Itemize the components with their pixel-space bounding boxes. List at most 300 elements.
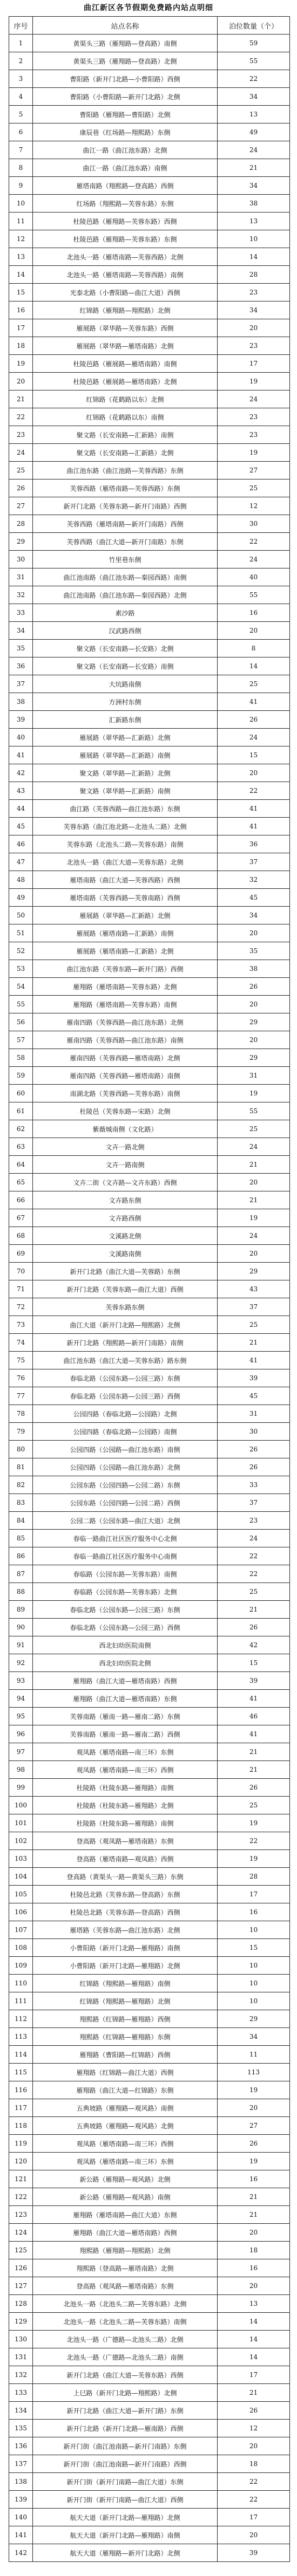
table-row [9, 746, 290, 764]
table-row [9, 996, 290, 1013]
row-index: 60 [9, 1085, 33, 1102]
row-space-count: 19 [218, 1814, 290, 1832]
row-index: 74 [9, 1334, 33, 1352]
table-row [9, 675, 290, 693]
row-index: 39 [9, 711, 33, 729]
row-space-count: 20 [218, 1174, 290, 1191]
row-index: 35 [9, 640, 33, 657]
table-row [9, 568, 290, 586]
row-site-name: 聚文路（长安南路—汇新路）北侧 [33, 444, 218, 462]
row-space-count: 17 [218, 2366, 290, 2384]
table-row [9, 782, 290, 800]
row-site-name: 杜陵邑路（雁展路—雁塔南路）南侧 [33, 355, 218, 373]
row-index: 27 [9, 497, 33, 515]
row-space-count: 19 [218, 2081, 290, 2099]
row-index: 14 [9, 266, 33, 284]
table-row [9, 1209, 290, 1227]
row-site-name: 雁翔路（曲江大道—红锦路）东侧 [33, 2081, 218, 2099]
row-site-name: 文卉路西侧 [33, 1209, 218, 1227]
row-index: 105 [9, 1886, 33, 1903]
row-site-name: 上巳路（新开门北路—翔熙路）北侧 [33, 2384, 218, 2402]
table-row [9, 1814, 290, 1832]
row-space-count: 46 [218, 1708, 290, 1725]
table-row [9, 1120, 290, 1138]
table-row [9, 1761, 290, 1779]
header-site-name: 站点名称 [33, 17, 218, 35]
row-site-name: 曹阳路（雁翔路—曹阳路）北侧 [33, 106, 218, 124]
row-space-count: 25 [218, 1797, 290, 1814]
row-site-name: 翔熙路（雁翔路—翔熙路）北侧 [33, 2242, 218, 2259]
row-space-count: 26 [218, 2402, 290, 2420]
row-space-count: 55 [218, 586, 290, 604]
table-row [9, 1441, 290, 1458]
row-space-count: 10 [218, 1975, 290, 1992]
row-site-name: 芙蓉南路（雁南一路—雁南二路）东侧 [33, 1708, 218, 1725]
row-index: 59 [9, 1067, 33, 1085]
row-site-name: 五典坡路（雁翔路—观风路）南侧 [33, 2099, 218, 2117]
row-site-name: 雁塔南路（曲江大道—芙蓉西路）西侧 [33, 871, 218, 889]
table-row [9, 1227, 290, 1245]
row-index: 75 [9, 1352, 33, 1369]
row-site-name: 新开门北路（芙蓉东路—新开门南路）西侧 [33, 497, 218, 515]
row-site-name: 登高路（观凤路—雁塔南路）东侧 [33, 1832, 218, 1850]
row-index: 51 [9, 924, 33, 942]
row-space-count: 33 [218, 1476, 290, 1494]
table-row [9, 1245, 290, 1263]
row-space-count: 22 [218, 782, 290, 800]
row-site-name: 公园四路（春临北路—公园路）南侧 [33, 1423, 218, 1441]
table-row [9, 2188, 290, 2206]
row-site-name: 新开门北路（芙蓉东路—曲江大道）西侧 [33, 1280, 218, 1298]
row-index: 96 [9, 1725, 33, 1743]
row-space-count: 55 [218, 52, 290, 70]
row-space-count: 16 [218, 604, 290, 622]
row-space-count: 23 [218, 337, 290, 355]
row-index: 1 [9, 35, 33, 52]
row-site-name: 雁展路（翠华路—汇新路）南侧 [33, 746, 218, 764]
table-row [9, 124, 290, 141]
row-site-name: 新开门北路（曲江大道—芙蓉东路）西侧 [33, 2366, 218, 2384]
row-site-name: 雁翔路（雁塔南路—芙蓉东路）北侧 [33, 978, 218, 996]
row-index: 61 [9, 1102, 33, 1120]
row-space-count: 20 [218, 319, 290, 337]
table-row [9, 373, 290, 390]
row-space-count: 21 [218, 159, 290, 177]
row-space-count: 26 [218, 1458, 290, 1476]
table-row [9, 2384, 290, 2402]
row-site-name: 曲江一路（曲江池东路）南侧 [33, 159, 218, 177]
row-site-name: 西北妇幼医院南侧 [33, 1636, 218, 1654]
row-site-name: 雁展路（翠华路—雁塔南路）北侧 [33, 337, 218, 355]
table-row [9, 1547, 290, 1565]
row-index: 31 [9, 568, 33, 586]
row-site-name: 新开门北路（曲江大道—新开门路）东侧 [33, 2402, 218, 2420]
row-space-count: 29 [218, 1013, 290, 1031]
table-row [9, 1067, 290, 1085]
table-row [9, 2437, 290, 2455]
row-site-name: 雁展路（雁塔南路—汇新路）北侧 [33, 942, 218, 960]
row-site-name: 雁翔路（红锦路—曲江大道）西侧 [33, 2064, 218, 2081]
row-index: 46 [9, 835, 33, 853]
row-index: 114 [9, 2046, 33, 2064]
row-space-count: 26 [218, 1441, 290, 1458]
table-row [9, 2473, 290, 2491]
row-space-count: 20 [218, 996, 290, 1013]
row-site-name: 南湖北路（芙蓉西路—芙蓉东路）南侧 [33, 1085, 218, 1102]
row-site-name: 春临北路（公园东路—公园三路）西侧 [33, 1619, 218, 1636]
row-site-name: 雁塔南路（芙蓉西路—芙蓉南路）西侧 [33, 889, 218, 907]
table-row [9, 960, 290, 978]
table-row [9, 408, 290, 426]
row-space-count: 21 [218, 2384, 290, 2402]
row-space-count: 37 [218, 853, 290, 871]
row-site-name: 观凤路（雁塔南路—南三环）东侧 [33, 2153, 218, 2170]
table-row [9, 2010, 290, 2028]
row-space-count: 15 [218, 1939, 290, 1957]
row-space-count: 10 [218, 1992, 290, 2010]
table-row [9, 835, 290, 853]
row-index: 137 [9, 2455, 33, 2473]
row-site-name: 杜陵路（杜陵东路—雁翔路）北侧 [33, 1797, 218, 1814]
row-space-count: 28 [218, 266, 290, 284]
row-space-count: 20 [218, 2437, 290, 2455]
row-index: 92 [9, 1654, 33, 1672]
table-row [9, 2064, 290, 2081]
row-space-count: 39 [218, 1369, 290, 1387]
table-row [9, 1476, 290, 1494]
table-row [9, 1530, 290, 1547]
row-space-count: 22 [218, 533, 290, 551]
row-space-count: 34 [218, 2028, 290, 2046]
row-space-count: 26 [218, 1619, 290, 1636]
table-row [9, 2348, 290, 2366]
row-site-name: 杜陵路（杜陵东路—雁翔路）南侧 [33, 1814, 218, 1832]
row-index: 104 [9, 1868, 33, 1886]
row-index: 43 [9, 782, 33, 800]
row-space-count: 24 [218, 1227, 290, 1245]
table-row [9, 302, 290, 319]
row-site-name: 航天大道（新开门北路—雁翔路）北侧 [33, 2509, 218, 2526]
row-site-name: 红锦路（花鹤路以东）南侧 [33, 408, 218, 426]
row-space-count: 42 [218, 1636, 290, 1654]
row-space-count: 29 [218, 1263, 290, 1280]
header-index: 序号 [9, 17, 33, 35]
row-index: 54 [9, 978, 33, 996]
row-site-name: 曹阳路（小曹阳路—新开门北路）北侧 [33, 88, 218, 106]
table-row [9, 1156, 290, 1174]
table-row [9, 1049, 290, 1067]
row-index: 79 [9, 1423, 33, 1441]
row-index: 50 [9, 907, 33, 924]
row-index: 64 [9, 1156, 33, 1174]
table-row [9, 2206, 290, 2224]
row-site-name: 雁翔路（曲江大道—雁塔南路）东侧 [33, 1690, 218, 1708]
table-row [9, 2402, 290, 2420]
row-index: 108 [9, 1939, 33, 1957]
row-index: 18 [9, 337, 33, 355]
table-row [9, 106, 290, 124]
row-space-count: 24 [218, 141, 290, 159]
row-index: 8 [9, 159, 33, 177]
row-site-name: 春临北路（公园东路—公园三路）西侧 [33, 1387, 218, 1405]
row-site-name: 公园东路（公园四路—公园二路）东侧 [33, 1476, 218, 1494]
table-row [9, 1636, 290, 1654]
table-row [9, 1458, 290, 1476]
row-space-count: 34 [218, 302, 290, 319]
row-index: 63 [9, 1138, 33, 1156]
row-space-count: 19 [218, 444, 290, 462]
row-site-name: 北池头一路（雁塔南路—芙蓉西路）北侧 [33, 248, 218, 266]
row-site-name: 新开门北路（新开门北路—雁南路）西侧 [33, 2420, 218, 2437]
row-index: 32 [9, 586, 33, 604]
row-site-name: 五典坡路（雁翔路—观风路）北侧 [33, 2117, 218, 2135]
row-space-count: 113 [218, 2064, 290, 2081]
row-space-count: 27 [218, 462, 290, 479]
row-site-name: 航天大道（雁翔路—新开门北路）北侧 [33, 2544, 218, 2562]
row-index: 4 [9, 88, 33, 106]
row-space-count: 20 [218, 2224, 290, 2242]
row-space-count: 26 [218, 978, 290, 996]
row-index: 5 [9, 106, 33, 124]
row-space-count: 16 [218, 2170, 290, 2188]
row-space-count: 20 [218, 2099, 290, 2117]
row-space-count: 55 [218, 1102, 290, 1120]
table-row [9, 1957, 290, 1975]
table-row [9, 2455, 290, 2473]
row-index: 85 [9, 1530, 33, 1547]
row-index: 100 [9, 1797, 33, 1814]
header-row [9, 17, 290, 35]
row-space-count: 37 [218, 1494, 290, 1512]
row-index: 128 [9, 2295, 33, 2313]
row-site-name: 芙蓉西路（曲江大道—新开门南路）东侧 [33, 533, 218, 551]
row-index: 57 [9, 1031, 33, 1049]
row-site-name: 雁展路（雁塔南路—汇新路）南侧 [33, 924, 218, 942]
table-row [9, 1708, 290, 1725]
row-site-name: 汇新路东侧 [33, 711, 218, 729]
table-row [9, 1975, 290, 1992]
table-row [9, 1405, 290, 1423]
row-site-name: 雁南四路（芙蓉西路—雁塔南路）南侧 [33, 1067, 218, 1085]
row-site-name: 雁展路（翠华路—芙蓉东路）西侧 [33, 319, 218, 337]
row-index: 117 [9, 2099, 33, 2117]
table-row [9, 248, 290, 266]
row-site-name: 聚文路（长安南路—长安路）北侧 [33, 640, 218, 657]
row-site-name: 大坑路南侧 [33, 675, 218, 693]
row-site-name: 春临北路（公园东路—公园三路）东侧 [33, 1601, 218, 1619]
row-index: 52 [9, 942, 33, 960]
row-site-name: 小曹阳路（新开门北路—雁翔路）北侧 [33, 1957, 218, 1975]
row-space-count: 21 [218, 2206, 290, 2224]
table-row [9, 1939, 290, 1957]
row-index: 71 [9, 1280, 33, 1298]
row-index: 6 [9, 124, 33, 141]
row-index: 48 [9, 871, 33, 889]
row-site-name: 雁翔路（曲江大道—雁塔南路）西侧 [33, 1672, 218, 1690]
row-index: 73 [9, 1316, 33, 1334]
table-row [9, 70, 290, 88]
parking-table [9, 16, 290, 2562]
row-site-name: 登高路（观凤路—雁塔南路）东侧 [33, 2277, 218, 2295]
row-index: 95 [9, 1708, 33, 1725]
row-space-count: 14 [218, 2348, 290, 2366]
row-space-count: 22 [218, 1547, 290, 1565]
table-row [9, 640, 290, 657]
row-site-name: 雁南四路（芙蓉西路—雁塔南路）北侧 [33, 1049, 218, 1067]
row-site-name: 登高路（黄渠头一路—黄渠头三路）东侧 [33, 1868, 218, 1886]
row-space-count: 38 [218, 195, 290, 213]
row-site-name: 黄渠头三路（雁翔路—登高路）南侧 [33, 35, 218, 52]
row-index: 109 [9, 1957, 33, 1975]
row-index: 17 [9, 319, 33, 337]
row-site-name: 红锦路（花鹤路以东）北侧 [33, 390, 218, 408]
row-site-name: 雁塔路（芙蓉东路—曲江池东路）北侧 [33, 1921, 218, 1939]
table-row [9, 1138, 290, 1156]
row-space-count: 23 [218, 408, 290, 426]
row-site-name: 杜陵邑路（雁翔路—芙蓉东路）西侧 [33, 213, 218, 230]
table-row [9, 88, 290, 106]
row-index: 127 [9, 2277, 33, 2295]
row-site-name: 观凤路（雁塔南路—南三环）东侧 [33, 1743, 218, 1761]
row-site-name: 雁翔路（雁塔南路—曲江大道）东侧 [33, 2206, 218, 2224]
table-row [9, 2544, 290, 2562]
table-row [9, 2153, 290, 2170]
row-site-name: 芙蓉东路（曲江池北路—北池头二路）北侧 [33, 818, 218, 835]
table-row [9, 1031, 290, 1049]
table-row [9, 35, 290, 52]
row-space-count: 23 [218, 1512, 290, 1530]
row-site-name: 新开门街（曲江池南路—新开门南路）西侧 [33, 2455, 218, 2473]
row-site-name: 北池头一路（曲江大道—芙蓉东路）北侧 [33, 853, 218, 871]
row-index: 94 [9, 1690, 33, 1708]
row-index: 7 [9, 141, 33, 159]
row-space-count: 30 [218, 1423, 290, 1441]
row-site-name: 杜陵邑路（雁展路—雁塔南路）北侧 [33, 373, 218, 390]
row-index: 90 [9, 1619, 33, 1636]
row-index: 138 [9, 2473, 33, 2491]
row-index: 44 [9, 800, 33, 818]
row-site-name: 雁展路（翠华路—汇新路）北侧 [33, 907, 218, 924]
table-row [9, 1743, 290, 1761]
table-row [9, 622, 290, 640]
row-space-count: 59 [218, 35, 290, 52]
row-space-count: 19 [218, 1209, 290, 1227]
row-index: 87 [9, 1565, 33, 1583]
table-row [9, 479, 290, 497]
table-row [9, 515, 290, 533]
row-index: 113 [9, 2028, 33, 2046]
row-site-name: 竹里巷东侧 [33, 551, 218, 568]
row-space-count: 8 [218, 640, 290, 657]
row-site-name: 曲江池东路（曲江池路—芙蓉西路）东侧 [33, 462, 218, 479]
table-row [9, 195, 290, 213]
row-site-name: 雁翔路（曲江大道—雁塔南路）西侧 [33, 2224, 218, 2242]
row-index: 97 [9, 1743, 33, 1761]
row-index: 20 [9, 373, 33, 390]
table-row [9, 444, 290, 462]
row-site-name: 雁翔路（雁塔南路—芙蓉东路）南侧 [33, 996, 218, 1013]
row-index: 25 [9, 462, 33, 479]
row-site-name: 素沙路 [33, 604, 218, 622]
row-site-name: 登高路（雁塔南路—观凤路）西侧 [33, 1850, 218, 1868]
row-space-count: 20 [218, 2526, 290, 2544]
row-site-name: 雁南四路（芙蓉西路—曲江池东路）南侧 [33, 1031, 218, 1049]
row-space-count: 24 [218, 729, 290, 746]
table-row [9, 2420, 290, 2437]
row-index: 11 [9, 213, 33, 230]
row-space-count: 31 [218, 1405, 290, 1423]
row-index: 42 [9, 764, 33, 782]
table-row [9, 924, 290, 942]
row-site-name: 翔熙路（登高路—雁塔南路）北侧 [33, 2259, 218, 2277]
row-space-count: 37 [218, 1298, 290, 1316]
row-index: 38 [9, 693, 33, 711]
table-row [9, 1690, 290, 1708]
table-row [9, 1654, 290, 1672]
row-space-count: 17 [218, 1886, 290, 1903]
table-row [9, 693, 290, 711]
row-index: 99 [9, 1779, 33, 1797]
table-row [9, 1263, 290, 1280]
row-index: 81 [9, 1458, 33, 1476]
row-space-count: 41 [218, 693, 290, 711]
row-index: 55 [9, 996, 33, 1013]
row-index: 47 [9, 853, 33, 871]
row-space-count: 26 [218, 2135, 290, 2153]
row-index: 58 [9, 1049, 33, 1067]
row-site-name: 方洲村东侧 [33, 693, 218, 711]
row-index: 45 [9, 818, 33, 835]
row-space-count: 41 [218, 1352, 290, 1369]
table-row [9, 604, 290, 622]
row-index: 103 [9, 1850, 33, 1868]
row-index: 133 [9, 2384, 33, 2402]
row-index: 33 [9, 604, 33, 622]
row-index: 56 [9, 1013, 33, 1031]
row-index: 28 [9, 515, 33, 533]
row-index: 118 [9, 2117, 33, 2135]
row-index: 98 [9, 1761, 33, 1779]
row-space-count: 20 [218, 924, 290, 942]
row-index: 3 [9, 70, 33, 88]
row-site-name: 汉武路西侧 [33, 622, 218, 640]
table-row [9, 1102, 290, 1120]
row-index: 40 [9, 729, 33, 746]
row-space-count: 45 [218, 889, 290, 907]
row-site-name: 公园四路（公园路—曲江池东路）北侧 [33, 1458, 218, 1476]
row-index: 83 [9, 1494, 33, 1512]
table-row [9, 2366, 290, 2384]
table-row [9, 426, 290, 444]
row-site-name: 小曹阳路（新开门北路—雁翔路）南侧 [33, 1939, 218, 1957]
row-space-count: 32 [218, 871, 290, 889]
table-row [9, 1280, 290, 1298]
row-space-count: 21 [218, 1191, 290, 1209]
row-site-name: 文溪路北侧 [33, 1227, 218, 1245]
row-site-name: 春临一路曲江社区医疗服务中心南侧 [33, 1547, 218, 1565]
row-site-name: 北池头一路（北池头二路—芙蓉东路）北侧 [33, 2295, 218, 2313]
row-site-name: 红场路（翔熙路—芙蓉东路）东侧 [33, 195, 218, 213]
row-space-count: 22 [218, 1565, 290, 1583]
row-site-name: 公园四路（春临北路—公园路）北侧 [33, 1405, 218, 1423]
row-site-name: 公园东路（公园四路—公园二路）西侧 [33, 1494, 218, 1512]
table-row [9, 1779, 290, 1797]
table-row [9, 497, 290, 515]
row-site-name: 新公路（雁翔路—观风路）南侧 [33, 2188, 218, 2206]
row-site-name: 观凤路（雁塔南路—南三环）西侧 [33, 2135, 218, 2153]
row-index: 112 [9, 2010, 33, 2028]
table-row [9, 800, 290, 818]
